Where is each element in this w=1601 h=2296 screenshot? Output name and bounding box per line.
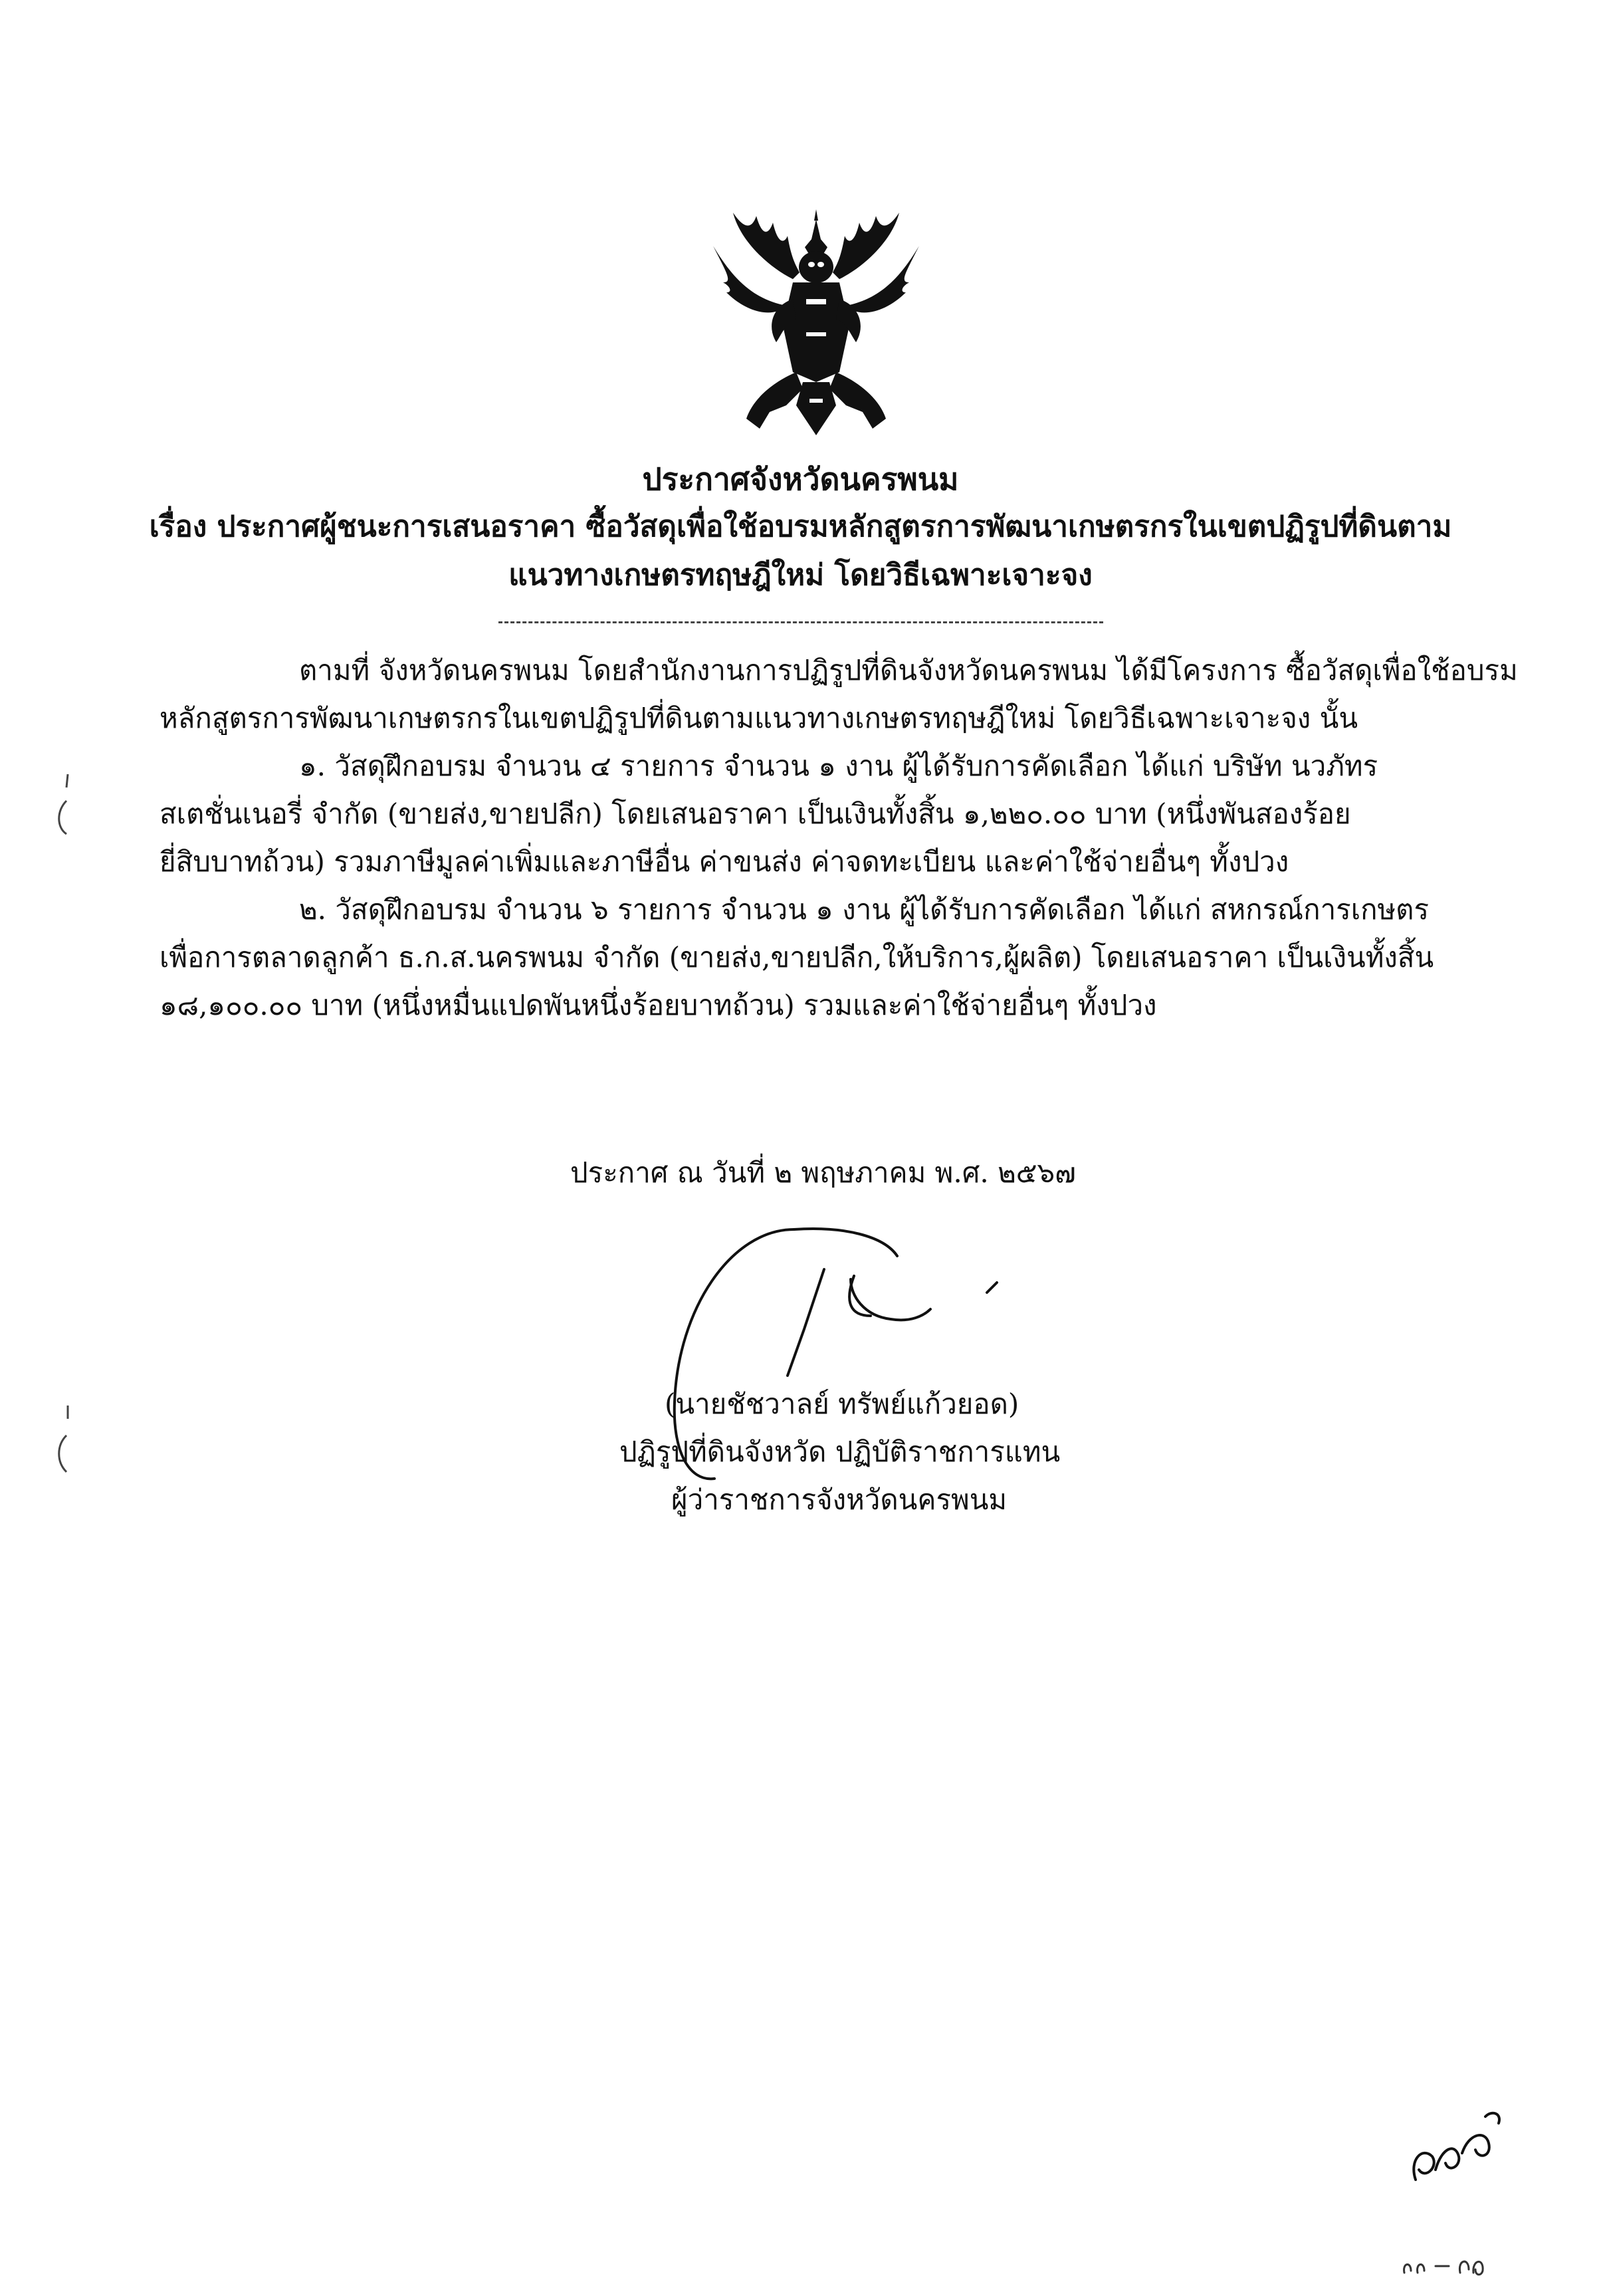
announcement-date: ประกาศ ณ วันที่ ๒ พฤษภาคม พ.ศ. ๒๕๖๗ bbox=[570, 1156, 1076, 1189]
item-2-line-1: ๒. วัสดุฝึกอบรม จำนวน ๖ รายการ จำนวน ๑ งาน ผู้ได้รับการคัดเลือก ได้แก่ สหกรณ์การเกษตร bbox=[299, 893, 1430, 926]
item-2-line-3: ๑๘,๑๐๐.๐๐ บาท (หนึ่งหมื่นแปดพันหนึ่งร้อยบาทถ้วน) รวมและค่าใช้จ่ายอื่นๆ ทั้งปวง bbox=[160, 989, 1157, 1021]
item-2-line-2: เพื่อการตลาดลูกค้า ธ.ก.ส.นครพนม จำกัด (ขายส่ง,ขายปลีก,ให้บริการ,ผู้ผลิต) โดยเสนอราคา เป็นเงินทั้งสิ้น bbox=[160, 941, 1434, 974]
item-1-line-2: สเตชั่นเนอรี่ จำกัด (ขายส่ง,ขายปลีก) โดยเสนอราคา เป็นเงินทั้งสิ้น ๑,๒๒๐.๐๐ บาท (หนึ่งพันสองร้อย bbox=[160, 797, 1351, 830]
item-1-line-3: ยี่สิบบาทถ้วน) รวมภาษีมูลค่าเพิ่มและภาษีอื่น ค่าขนส่ง ค่าจดทะเบียน และค่าใช้จ่ายอื่นๆ ทั้งปวง bbox=[160, 845, 1289, 878]
handwritten-initials bbox=[1402, 2107, 1509, 2200]
intro-line-1: ตามที่ จังหวัดนครพนม โดยสำนักงานการปฏิรูปที่ดินจังหวัดนครพนม ได้มีโครงการ ซื้อวัสดุเพื่อใช้อบรม bbox=[299, 654, 1518, 686]
garuda-emblem-icon bbox=[706, 206, 926, 442]
margin-mark-top bbox=[53, 771, 73, 837]
heading-divider bbox=[498, 621, 1103, 623]
signatory-position-2: ผู้ว่าราชการจังหวัดนครพนม bbox=[671, 1483, 1008, 1516]
signatory-name: (นายชัชวาลย์ ทรัพย์แก้วยอด) bbox=[665, 1388, 1019, 1420]
subject-line-1: เรื่อง ประกาศผู้ชนะการเสนอราคา ซื้อวัสดุเพื่อใช้อบรมหลักสูตรการพัฒนาเกษตรกรในเขตปฏิรูปที่ดินตาม bbox=[149, 510, 1452, 544]
intro-line-2: หลักสูตรการพัฒนาเกษตรกรในเขตปฏิรูปที่ดินตามแนวทางเกษตรทฤษฎีใหม่ โดยวิธีเฉพาะเจาะจง นั้น bbox=[160, 702, 1358, 734]
announcement-title: ประกาศจังหวัดนครพนม bbox=[642, 461, 959, 497]
item-1-line-1: ๑. วัสดุฝึกอบรม จำนวน ๔ รายการ จำนวน ๑ งาน ผู้ได้รับการคัดเลือก ได้แก่ บริษัท นวภัทร bbox=[299, 750, 1378, 782]
signatory-position-1: ปฏิรูปที่ดินจังหวัด ปฏิบัติราชการแทน bbox=[619, 1435, 1061, 1468]
page-number-mark bbox=[1399, 2243, 1492, 2283]
margin-mark-bottom bbox=[53, 1402, 73, 1475]
subject-line-2: แนวทางเกษตรทฤษฎีใหม่ โดยวิธีเฉพาะเจาะจง bbox=[508, 558, 1093, 592]
